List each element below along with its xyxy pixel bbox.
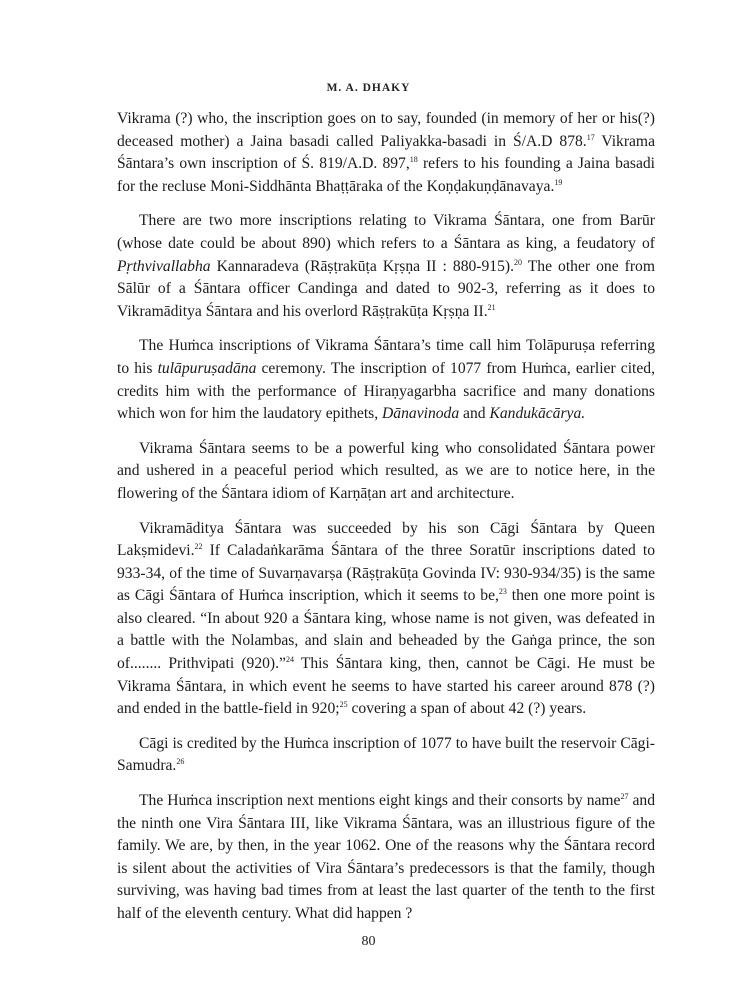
- text-run: Cāgi is credited by the Huṁca inscription of 1077 to have built the reservoir Cāgi-Samudra.: [117, 734, 655, 775]
- text-run: Vikrama Śāntara’s own inscription of Ś. 819/A.D. 897,: [117, 132, 655, 173]
- italic-term: Pṛthvivallabha: [117, 257, 211, 275]
- footnote-ref: 17: [586, 132, 595, 142]
- paragraph: [117, 210, 655, 323]
- running-head: M. A. DHAKY: [326, 82, 411, 94]
- footnote-ref: 25: [339, 700, 348, 710]
- footnote-ref: 21: [487, 302, 496, 312]
- paragraph: [117, 790, 655, 926]
- text-run: and: [459, 405, 490, 423]
- text-run: The Huṁca inscription next mentions eight kings and their consorts by name: [139, 792, 621, 810]
- paragraph: [117, 108, 655, 198]
- text-run: There are two more inscriptions relating to Vikrama Śāntara, one from Barūr (whose date could be about 890) which refers to a Śāntara as king, a feudatory of: [117, 212, 655, 252]
- footnote-ref: 23: [498, 587, 507, 597]
- body-text: [117, 108, 655, 938]
- text-run: Kannaradeva (Rāṣṭrakūṭa Kṛṣṇa II : 880-915).: [210, 257, 514, 275]
- paragraph: [117, 733, 655, 778]
- footnote-ref: 24: [285, 655, 294, 665]
- text-run: Vikramāditya Śāntara was succeeded by his son Cāgi Śāntara by Queen Lakṣmidevi.: [117, 519, 655, 560]
- italic-term: tulāpuruṣadāna: [157, 359, 257, 377]
- footnote-ref: 27: [620, 792, 629, 802]
- italic-term: Kandukācārya.: [489, 405, 586, 423]
- text-run: ceremony. The inscription of 1077 from Huṁca, earlier cited, credits him with the performance of Hiraṇyagarbha sacrifice and many donations which won for him the laudatory epithets,: [117, 359, 656, 423]
- footnote-ref: 19: [554, 177, 563, 187]
- footnote-ref: 18: [409, 155, 418, 165]
- paragraph: [117, 335, 655, 425]
- text-run: If Caladaṅkarāma Śāntara of the three Soratūr inscriptions dated to 933-34, of the time of Suvarṇavarṣa (Rāṣṭrakūṭa Govinda IV: 930-934/35) is the same as Cāgi Śāntara of Huṁca inscription, which it seems to be,: [117, 542, 655, 605]
- paragraph: [117, 438, 655, 506]
- page-number: 80: [361, 934, 376, 949]
- text-run: Vikrama (?) who, the inscription goes on to say, founded (in memory of her or his(?) deceased mother) a Jaina basadi called Paliyakka-basadi in Ś/A.D 878.: [117, 110, 655, 150]
- text-run: covering a span of about 42 (?) years.: [347, 700, 587, 718]
- paragraph: [117, 518, 655, 721]
- text-run: Vikrama Śāntara seems to be a powerful king who consolidated Śāntara power and ushered in a peaceful period which resulted, as we are to notice here, in the flowering of the Śāntara idiom of Karṇāṭan art and architecture.: [117, 439, 655, 502]
- footnote-ref: 26: [176, 757, 185, 767]
- text-run: This Śāntara king, then, cannot be Cāgi. He must be Vikrama Śāntara, in which event he seems to have started his career around 878 (?) and ended in the battle-field in 920;: [117, 655, 655, 718]
- footnote-ref: 22: [194, 542, 203, 552]
- text-run: then one more point is also cleared. “In about 920 a Śāntara king, whose name is not given, was defeated in a battle with the Nolambas, and slain and beheaded by the Gaṅga prince, the son of........ Prithvipati (920).”: [117, 587, 655, 673]
- text-run: and the ninth one Vira Śāntara III, like Vikrama Śāntara, was an illustrious figure of the family. We are, by then, in the year 1062. One of the reasons why the Śāntara record is silent about the activities of Vira Śāntara’s predecessors is that the family, though surviving, was having bad times from at least the last quarter of the tenth to the first half of the eleventh century. What did happen ?: [117, 792, 655, 922]
- text-run: The other one from Sālūr of a Śāntara officer Candinga and dated to 902-3, referring as it does to Vikramāditya Śāntara and his overlord Rāṣṭrakūṭa Kṛṣṇa II.: [117, 257, 655, 320]
- footnote-ref: 20: [513, 257, 522, 267]
- text-run: refers to his founding a Jaina basadi for the recluse Moni-Siddhānta Bhaṭṭāraka of the Koṇḍakuṇḍānavaya.: [117, 155, 655, 195]
- italic-term: Dānavinoda: [382, 405, 460, 423]
- text-run: The Huṁca inscriptions of Vikrama Śāntara’s time call him Tolāpuruṣa referring to his: [117, 337, 655, 377]
